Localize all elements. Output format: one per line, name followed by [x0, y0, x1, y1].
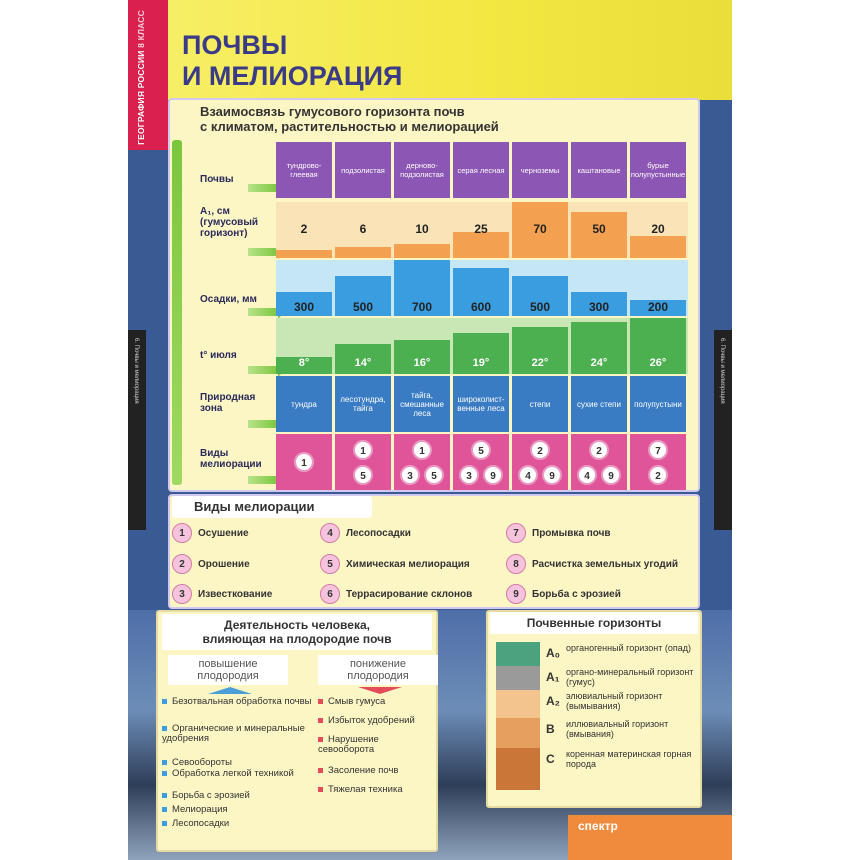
decrease-item — [318, 766, 433, 776]
side-label: ГЕОГРАФИЯ РОССИИ 8 КЛАСС — [136, 10, 146, 145]
publisher-footer — [568, 815, 732, 860]
melioration-number: 8 — [506, 554, 526, 574]
humus-bar — [630, 236, 686, 258]
soil-cell: черноземы — [512, 142, 568, 198]
zone-cell: полупустыни — [630, 376, 686, 432]
increase-item — [162, 697, 312, 707]
soil-cell: дерново-подзолистая — [394, 142, 450, 198]
mel-code-circle: 1 — [353, 440, 373, 460]
horizon-swatch — [496, 718, 540, 748]
melioration-number: 7 — [506, 523, 526, 543]
mel-code-circle: 5 — [353, 465, 373, 485]
increase-item — [162, 819, 312, 829]
mel-code-circle: 5 — [424, 465, 444, 485]
decrease-text: Нарушение севооборота — [318, 734, 379, 755]
row-label-soils: Почвы — [200, 174, 234, 185]
temp-value: 26° — [649, 357, 667, 369]
melioration-number: 6 — [320, 584, 340, 604]
temp-value: 24° — [590, 357, 608, 369]
mel-code-circle: 1 — [294, 452, 314, 472]
increase-text: Севообороты — [172, 757, 232, 768]
row-label-precip: Осадки, мм — [200, 294, 257, 305]
mel-code-circle: 2 — [589, 440, 609, 460]
green-axis — [172, 140, 182, 485]
mel-code-circle: 4 — [577, 465, 597, 485]
melioration-item — [506, 583, 686, 605]
increase-text: Органические и минеральные удобрения — [162, 723, 305, 744]
soil-cell: каштановые — [571, 142, 627, 198]
bullet-icon — [162, 771, 167, 776]
horizon-swatch — [496, 690, 540, 718]
horizon-letter: B — [546, 722, 555, 736]
bullet-icon — [318, 718, 323, 723]
arrow-icon — [248, 184, 278, 192]
increase-text: Безотвальная обработка почвы — [172, 696, 312, 707]
mel-code-circle: 7 — [648, 440, 668, 460]
melioration-label: Террасирование склонов — [346, 588, 473, 600]
melioration-label: Борьба с эрозией — [532, 588, 621, 600]
soil-cell: подзолистая — [335, 142, 391, 198]
side-band — [128, 0, 168, 150]
bullet-icon — [318, 787, 323, 792]
horizon-letter: A₁ — [546, 670, 560, 684]
decrease-header: понижение плодородия — [318, 655, 438, 685]
mel-code-circle: 9 — [601, 465, 621, 485]
melioration-label: Расчистка земельных угодий — [532, 558, 679, 570]
bullet-icon — [162, 760, 167, 765]
down-triangle-icon — [358, 687, 402, 694]
decrease-item — [318, 716, 433, 726]
bullet-icon — [162, 793, 167, 798]
horizon-description: элювиальный горизонт (вымывания) — [566, 691, 663, 711]
horizon-letter: A₂ — [546, 694, 560, 708]
melioration-number: 5 — [320, 554, 340, 574]
decrease-text: Тяжелая техника — [328, 784, 403, 795]
melioration-number: 2 — [172, 554, 192, 574]
increase-text: Лесопосадки — [172, 818, 230, 829]
increase-item — [162, 758, 312, 768]
bullet-icon — [162, 807, 167, 812]
melioration-number: 9 — [506, 584, 526, 604]
precip-value: 500 — [529, 300, 551, 314]
humus-value: 10 — [415, 222, 429, 236]
soil-cell: бурые полупустынные — [630, 142, 686, 198]
row-label-mel: Виды мелиорации — [200, 448, 262, 470]
horizon-swatch — [496, 642, 540, 666]
humus-value: 20 — [651, 222, 665, 236]
increase-item — [162, 724, 312, 744]
melioration-label: Орошение — [198, 558, 250, 570]
melioration-label: Лесопосадки — [346, 527, 411, 539]
horizons-title: Почвенные горизонты — [490, 612, 698, 634]
zone-cell: лесотундра, тайга — [335, 376, 391, 432]
mel-code-circle: 2 — [530, 440, 550, 460]
humus-value: 2 — [300, 222, 308, 236]
arrow-icon — [248, 476, 278, 484]
melioration-item — [320, 583, 500, 605]
mel-code-circle: 9 — [542, 465, 562, 485]
precip-value: 600 — [470, 300, 492, 314]
melioration-label: Промывка почв — [532, 527, 611, 539]
melioration-item — [506, 522, 686, 544]
mel-code-circle: 3 — [459, 465, 479, 485]
humus-bar — [394, 244, 450, 258]
melioration-item — [320, 553, 500, 575]
precip-value: 500 — [352, 300, 374, 314]
melioration-number: 4 — [320, 523, 340, 543]
melioration-label: Химическая мелиорация — [346, 558, 470, 570]
arrow-icon — [248, 420, 278, 428]
soil-cell: тундрово-глеевая — [276, 142, 332, 198]
horizon-description: коренная материнская горная порода — [566, 749, 692, 769]
temp-value: 8° — [298, 357, 310, 369]
decrease-text: Засоление почв — [328, 765, 399, 776]
horizon-swatch — [496, 748, 540, 790]
increase-item — [162, 791, 312, 801]
up-triangle-icon — [208, 687, 252, 694]
temp-value: 19° — [472, 357, 490, 369]
bullet-icon — [318, 699, 323, 704]
increase-text: Мелиорация — [172, 804, 228, 815]
page-title: ПОЧВЫ И МЕЛИОРАЦИЯ — [182, 30, 403, 91]
bullet-icon — [162, 726, 167, 731]
temp-value: 16° — [413, 357, 431, 369]
horizon-swatch — [496, 666, 540, 690]
temp-value: 14° — [354, 357, 372, 369]
decrease-item — [318, 697, 433, 707]
zone-cell: сухие степи — [571, 376, 627, 432]
arrow-icon — [248, 248, 278, 256]
zone-cell: тундра — [276, 376, 332, 432]
humus-bar — [335, 247, 391, 258]
temp-value: 22° — [531, 357, 549, 369]
precip-value: 200 — [647, 300, 669, 314]
melioration-title: Виды мелиорации — [172, 496, 372, 518]
table-subtitle: Взаимосвязь гумусового горизонта почв с климатом, растительностью и мелиорацией — [200, 104, 499, 134]
bullet-icon — [318, 768, 323, 773]
precip-value: 700 — [411, 300, 433, 314]
humus-value: 25 — [474, 222, 488, 236]
melioration-label: Осушение — [198, 527, 249, 539]
precip-value: 300 — [293, 300, 315, 314]
increase-item — [162, 769, 312, 779]
publisher-logo: спектр — [578, 819, 618, 833]
humus-bar — [276, 250, 332, 258]
activity-title: Деятельность человека, влияющая на плодородие почв — [162, 614, 432, 650]
row-label-temp: t° июля — [200, 350, 237, 361]
mel-code-circle: 3 — [400, 465, 420, 485]
decrease-text: Смыв гумуса — [328, 696, 386, 707]
mel-code-circle: 2 — [648, 465, 668, 485]
humus-value: 50 — [592, 222, 606, 236]
melioration-number: 1 — [172, 523, 192, 543]
horizon-letter: A₀ — [546, 646, 561, 660]
left-tab: 6. Почвы и мелиорация — [128, 330, 146, 530]
increase-item — [162, 805, 312, 815]
zone-cell: тайга, смешанные леса — [394, 376, 450, 432]
bullet-icon — [162, 821, 167, 826]
decrease-item — [318, 785, 433, 795]
arrow-icon — [248, 366, 278, 374]
decrease-text: Избыток удобрений — [328, 715, 415, 726]
mel-code-circle: 4 — [518, 465, 538, 485]
increase-text: Борьба с эрозией — [172, 790, 250, 801]
mel-code-circle: 1 — [412, 440, 432, 460]
melioration-item — [320, 522, 500, 544]
arrow-icon — [248, 308, 278, 316]
soil-cell: серая лесная — [453, 142, 509, 198]
zone-cell: широколист-венные леса — [453, 376, 509, 432]
increase-header: повышение плодородия — [168, 655, 288, 685]
precip-value: 300 — [588, 300, 610, 314]
horizon-description: иллювиальный горизонт (вмывания) — [566, 719, 669, 739]
horizon-letter: C — [546, 752, 555, 766]
zone-cell: степи — [512, 376, 568, 432]
bullet-icon — [318, 737, 323, 742]
melioration-number: 3 — [172, 584, 192, 604]
horizon-description: органо-минеральный горизонт (гумус) — [566, 667, 694, 687]
poster — [128, 0, 732, 860]
melioration-label: Известкование — [198, 588, 273, 600]
right-tab: 6. Почвы и мелиорация — [714, 330, 732, 530]
melioration-item — [506, 553, 686, 575]
humus-value: 70 — [533, 222, 547, 236]
humus-value: 6 — [359, 222, 367, 236]
row-label-zone: Природная зона — [200, 392, 256, 414]
decrease-item — [318, 735, 433, 755]
mel-code-circle: 9 — [483, 465, 503, 485]
horizon-description: органогенный горизонт (опад) — [566, 643, 691, 653]
row-label-humus: А₁, см (гумусовый горизонт) — [200, 206, 259, 239]
increase-text: Обработка легкой техникой — [172, 768, 294, 779]
bullet-icon — [162, 699, 167, 704]
mel-code-circle: 5 — [471, 440, 491, 460]
